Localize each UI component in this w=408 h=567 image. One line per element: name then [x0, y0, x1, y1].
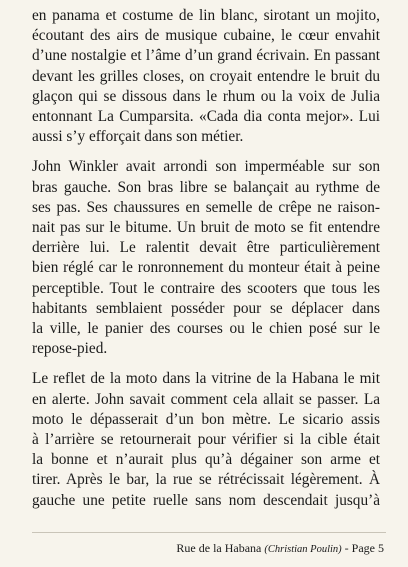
text-line: en panama et costume de lin blanc, sirotant un mojito, [32, 7, 380, 24]
body-paragraph [32, 6, 380, 147]
text-line: repose-pied. [32, 340, 108, 358]
body-paragraph [32, 157, 380, 359]
footer-author: (Christian Poulin) [264, 544, 342, 555]
text-line: écoutant des airs de musique cubaine, le cœur envahit [32, 27, 380, 45]
text-line: derrière lui. Le ralentit devait être particulièrement [32, 239, 380, 257]
text-body [32, 6, 380, 521]
text-line: nait pas sur le bitume. Un bruit de moto se fit entendre [32, 219, 380, 237]
page-footer [176, 541, 384, 557]
text-line: moto le dépasserait d’un bon mètre. Le sicario assis [32, 410, 380, 428]
text-line: perceptible. Tout le contraire des scooters que tous les [32, 279, 380, 297]
text-line: la ville, le panier des courses ou le chien posé sur le [32, 320, 380, 338]
text-line: John Winkler avait arrondi son imperméable sur son [32, 158, 380, 176]
text-line: bien réglé car le ronronnement du monteur était à peine [32, 259, 380, 277]
text-line: d’une nostalgie et l’âme d’un grand écrivain. En passant [32, 47, 380, 65]
text-line: ses pas. Ses chaussures en semelle de crêpe ne raison- [32, 198, 380, 216]
footer-page-number: Page 5 [351, 541, 384, 555]
text-line: gauche une petite ruelle sans nom descendait jusqu’à [32, 491, 380, 509]
text-line: tirer. Après le bar, la rue se rétrécissait légèrement. À [32, 471, 380, 489]
text-line: Le reflet de la moto dans la vitrine de la Habana le mit [32, 370, 380, 388]
text-line: à l’arrière se retournerait pour vérifier si la cible était [32, 431, 380, 449]
footer-divider [32, 532, 386, 533]
text-line: devant les grilles closes, on croyait entendre le bruit du [32, 67, 380, 85]
text-line: glaçon qui se dissous dans le rhum ou la voix de Julia [32, 87, 380, 105]
text-line: aussi s’y efforçait dans son métier. [32, 128, 244, 146]
text-line: entonnant La Cumparsita. «Cada dia conta mejor». Lui [32, 108, 380, 126]
footer-title: Rue de la Habana [176, 541, 262, 555]
body-paragraph [32, 369, 380, 510]
text-line: bras gauche. Son bras libre se balançait au rythme de [32, 178, 380, 196]
text-line: la bonne et n’aurait plus qu’à dégainer son arme et [32, 451, 380, 469]
text-line: en alerte. John savait comment cela allait se passer. La [32, 390, 380, 408]
footer-separator: - [341, 541, 352, 555]
text-line: habitants semblaient posséder pour se déplacer dans [32, 299, 380, 317]
